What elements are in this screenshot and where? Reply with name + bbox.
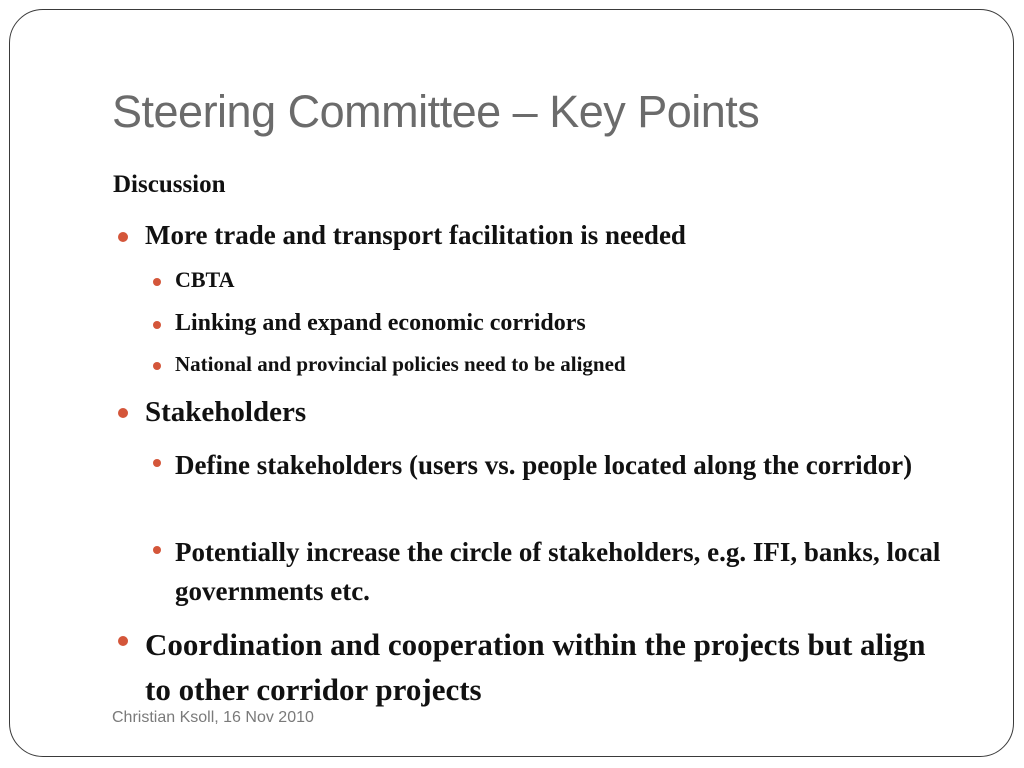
bullet-icon — [118, 636, 128, 646]
section-label: Discussion — [113, 171, 226, 198]
bullet-icon — [153, 459, 161, 467]
sub-bullet-increase-circle: Potentially increase the circle of stakeholders, e.g. IFI, banks, local governments etc. — [175, 537, 941, 606]
bullet-icon — [118, 232, 128, 242]
bullet-item-trade: More trade and transport facilitation is needed — [145, 220, 686, 250]
slide-title: Steering Committee – Key Points — [112, 86, 760, 137]
bullet-icon — [153, 278, 161, 286]
bullet-icon — [118, 408, 128, 418]
bullet-item-stakeholders: Stakeholders — [145, 396, 307, 428]
bullet-icon — [153, 362, 161, 370]
bullet-icon — [153, 321, 161, 329]
sub-bullet-corridors: Linking and expand economic corridors — [175, 310, 586, 336]
sub-bullet-cbta: CBTA — [175, 267, 235, 292]
bullet-item-coordination: Coordination and cooperation within the projects but align to other corridor projects — [145, 627, 926, 707]
slide-footer: Christian Ksoll, 16 Nov 2010 — [112, 709, 314, 726]
sub-bullet-define-stakeholders: Define stakeholders (users vs. people located along the corridor) — [175, 450, 913, 480]
sub-bullet-policies: National and provincial policies need to be aligned — [175, 352, 626, 376]
bullet-icon — [153, 546, 161, 554]
